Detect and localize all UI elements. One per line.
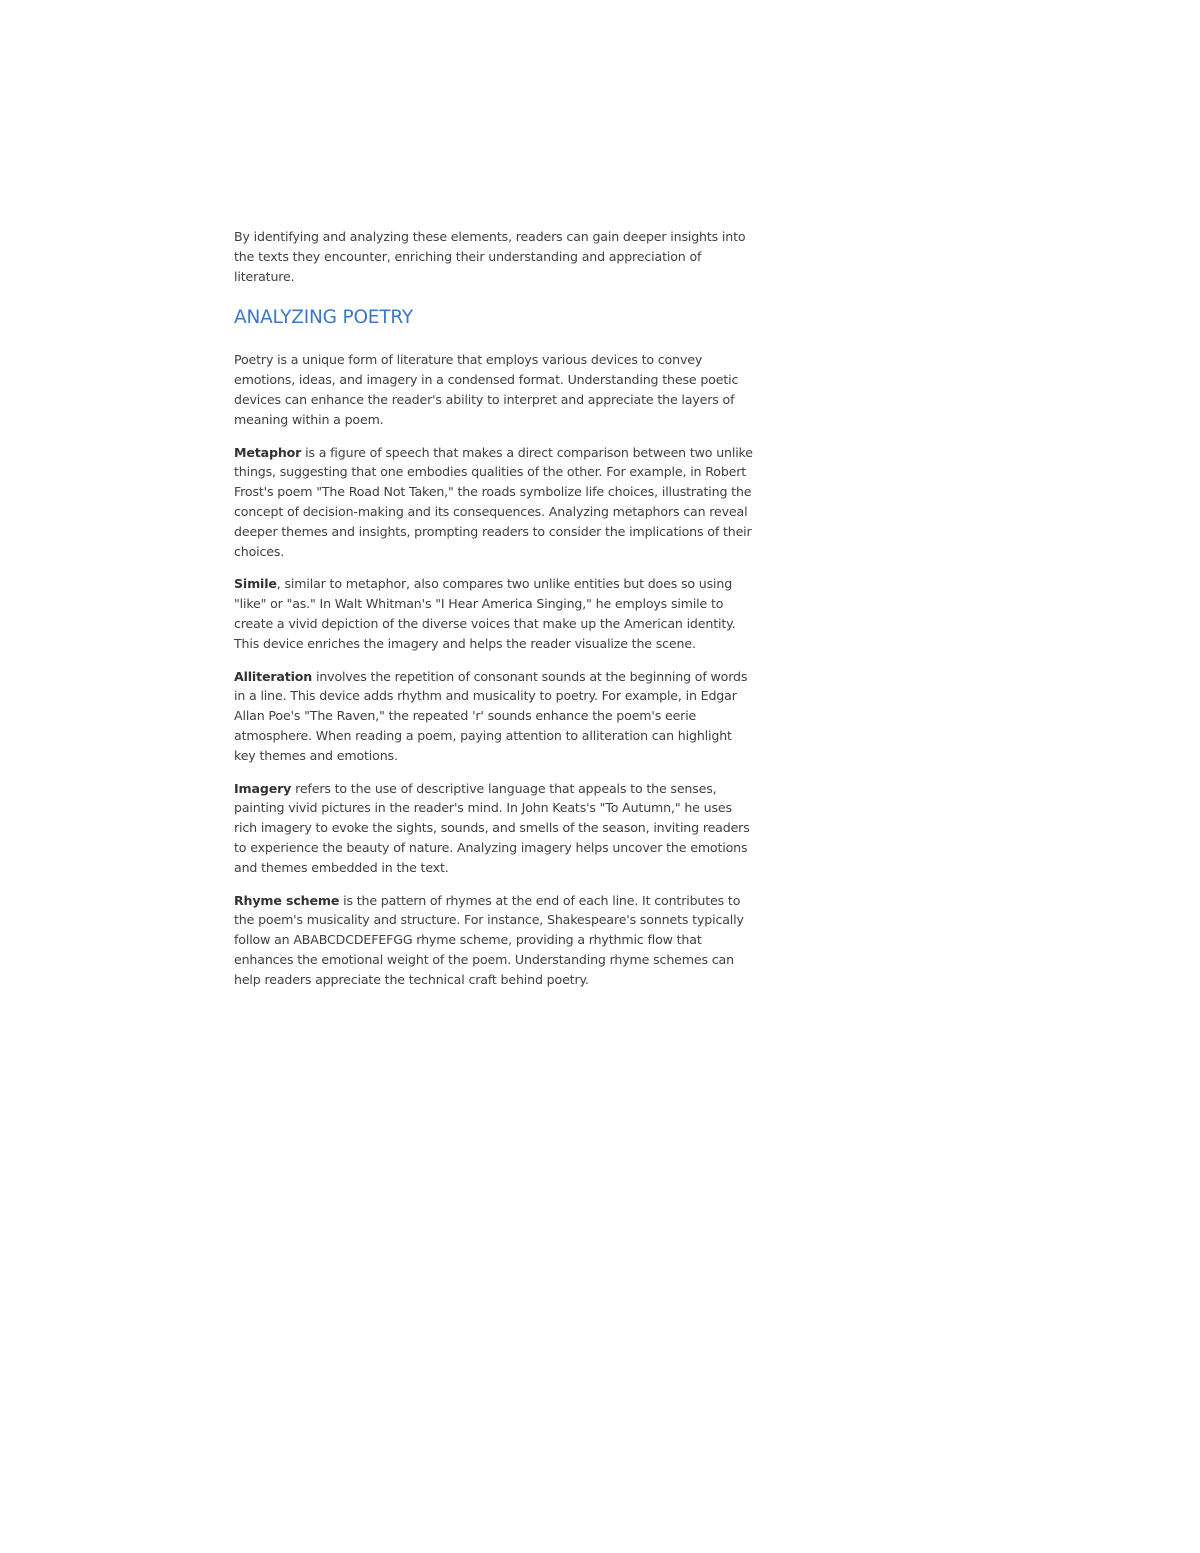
section-heading: ANALYZING POETRY [234, 307, 413, 329]
device-description: , similar to metaphor, also compares two unlike entities but does so using "like" or "as." In Walt Whitman's "I Hear America Singing," he employs simile to create a vivid depiction of the diverse voices that make up the American identity. This device enriches the imagery and helps the reader visualize the scene. [234, 576, 736, 651]
term-simile: Simile [234, 576, 277, 592]
device-paragraph-rhyme-scheme [234, 891, 754, 990]
device-description: is the pattern of rhymes at the end of each line. It contributes to the poem's musicality and structure. For instance, Shakespeare's sonnets typically follow an ABABCDCDEFEFGG rhyme scheme, providing a rhythmic flow that enhances the emotional weight of the poem. Understanding rhyme schemes can help readers appreciate the technical craft behind poetry. [234, 892, 744, 987]
device-paragraph-metaphor [234, 443, 754, 562]
device-paragraph-simile [234, 574, 754, 653]
term-imagery: Imagery [234, 780, 292, 796]
document-page [234, 227, 754, 1003]
term-rhyme-scheme: Rhyme scheme [234, 892, 340, 908]
device-paragraph-imagery [234, 779, 754, 878]
lead-paragraph: Poetry is a unique form of literature that employs various devices to convey emotions, ideas, and imagery in a condensed format. Understanding these poetic devices can enhance the reader's ability to interpret and appreciate the layers of meaning within a poem. [234, 352, 739, 427]
device-description: is a figure of speech that makes a direct comparison between two unlike things, suggesting that one embodies qualities of the other. For example, in Robert Frost's poem "The Road Not Taken," the roads symbolize life choices, illustrating the concept of decision-making and its consequences. Analyzing metaphors can reveal deeper themes and insights, prompting readers to consider the implications of their choices. [234, 444, 753, 559]
device-description: involves the repetition of consonant sounds at the beginning of words in a line. This device adds rhythm and musicality to poetry. For example, in Edgar Allan Poe's "The Raven," the repeated 'r' sounds enhance the poem's eerie atmosphere. When reading a poem, paying attention to alliteration can highlight key themes and emotions. [234, 668, 748, 763]
term-alliteration: Alliteration [234, 668, 313, 684]
term-metaphor: Metaphor [234, 444, 302, 460]
device-description: refers to the use of descriptive language that appeals to the senses, painting vivid pictures in the reader's mind. In John Keats's "To Autumn," he uses rich imagery to evoke the sights, sounds, and smells of the season, inviting readers to experience the beauty of nature. Analyzing imagery helps uncover the emotions and themes embedded in the text. [234, 780, 750, 875]
intro-paragraph: By identifying and analyzing these elements, readers can gain deeper insights into the texts they encounter, enriching their understanding and appreciation of literature. [234, 229, 746, 284]
device-paragraph-alliteration [234, 667, 754, 766]
